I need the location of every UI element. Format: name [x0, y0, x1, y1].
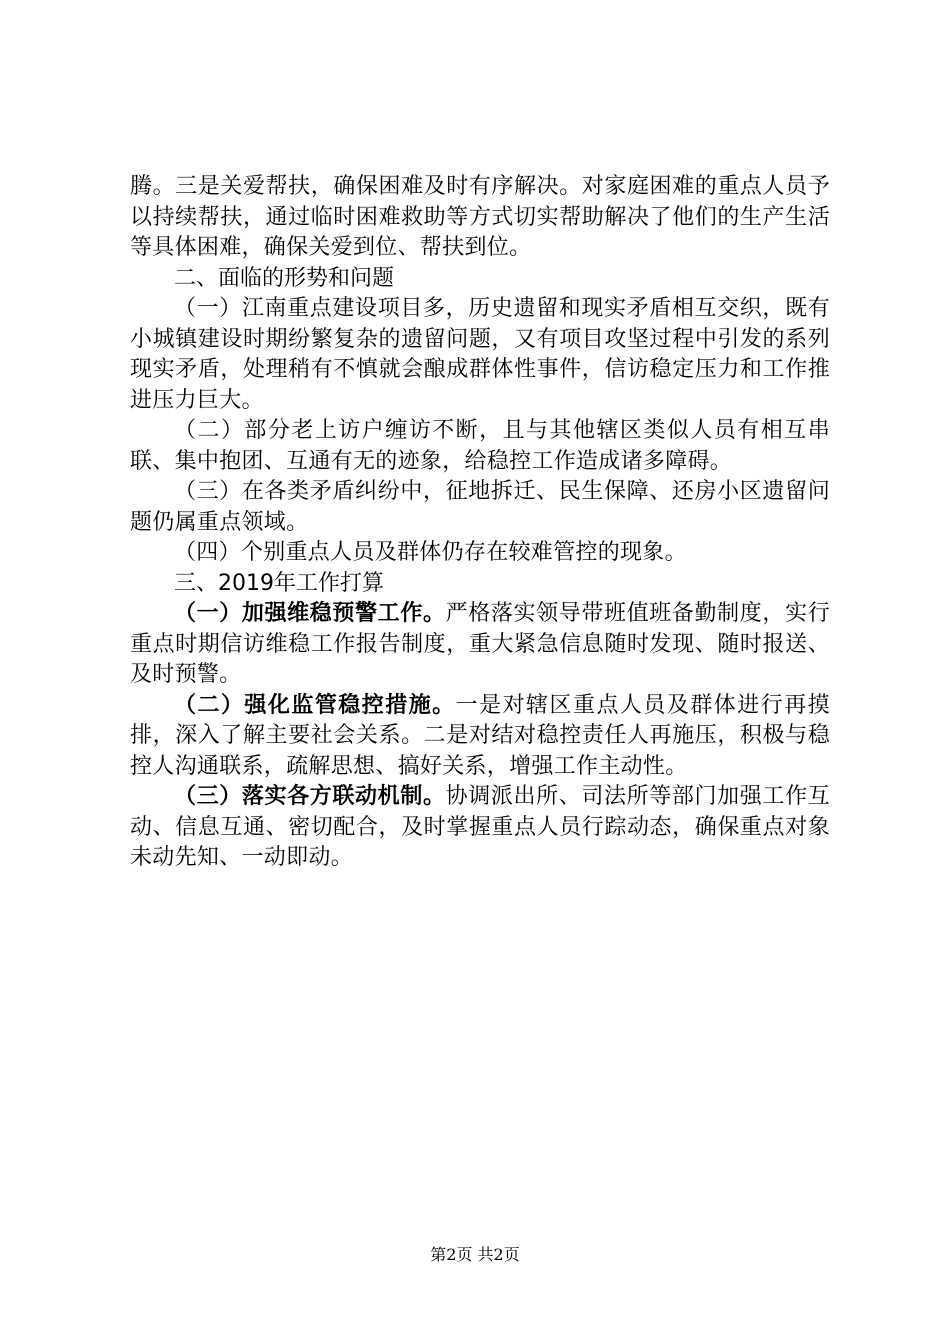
- paragraph-lead: （二）强化监管稳控措施。: [174, 692, 456, 718]
- section-heading-plan: [130, 569, 830, 600]
- paragraph-text: （三）在各类矛盾纠纷中，征地拆迁、民生保障、还房小区遗留问题仍属重点领域。: [130, 479, 830, 535]
- paragraph-continuation: [130, 172, 830, 264]
- paragraph-issue-1: [130, 294, 830, 416]
- paragraph-text: 严格落实领导带班值班备勤制度，实行重点时期信访维稳工作报告制度，重大紧急信息随时发现、随时报送、及时预警。: [130, 601, 830, 687]
- paragraph-text: （一）江南重点建设项目多，历史遗留和现实矛盾相互交织，既有小城镇建设时期纷繁复杂的遗留问题，又有项目攻坚过程中引发的系列现实矛盾，处理稍有不慎就会酿成群体性事件，信访稳定压力和工作推进压力巨大。: [130, 296, 830, 413]
- paragraph-text: 协调派出所、司法所等部门加强工作互动、信息互通、密切配合，及时掌握重点人员行踪动态，确保重点对象未动先知、一动即动。: [130, 784, 830, 870]
- page-footer: [0, 1245, 950, 1265]
- paragraph-plan-1: [130, 599, 830, 691]
- paragraph-lead: （一）加强维稳预警工作。: [174, 601, 446, 626]
- paragraph-issue-3: [130, 477, 830, 538]
- heading-text: 三、2019年工作打算: [174, 570, 384, 596]
- page-number-label: 第2页 共2页: [430, 1245, 520, 1264]
- heading-text: 二、面临的形势和问题: [174, 265, 395, 291]
- document-body: [130, 172, 830, 874]
- paragraph-text: （二）部分老上访户缠访不断，且与其他辖区类似人员有相互串联、集中抱团、互通有无的迹象，给稳控工作造成诸多障碍。: [130, 418, 830, 474]
- paragraph-text: 腾。三是关爱帮扶，确保困难及时有序解决。对家庭困难的重点人员予以持续帮扶，通过临时困难救助等方式切实帮助解决了他们的生产生活等具体困难，确保关爱到位、帮扶到位。: [130, 174, 830, 260]
- paragraph-plan-3: [130, 782, 830, 874]
- paragraph-plan-2: [130, 691, 830, 783]
- section-heading-situation: [130, 264, 830, 295]
- paragraph-lead: （三）落实各方联动机制。: [174, 784, 446, 809]
- paragraph-issue-2: [130, 416, 830, 477]
- paragraph-issue-4: [130, 538, 830, 569]
- paragraph-text: （四）个别重点人员及群体仍存在较难管控的现象。: [174, 540, 687, 565]
- paragraph-text: 一是对辖区重点人员及群体进行再摸排，深入了解主要社会关系。二是对结对稳控责任人再施压，积极与稳控人沟通联系，疏解思想、搞好关系，增强工作主动性。: [130, 692, 830, 779]
